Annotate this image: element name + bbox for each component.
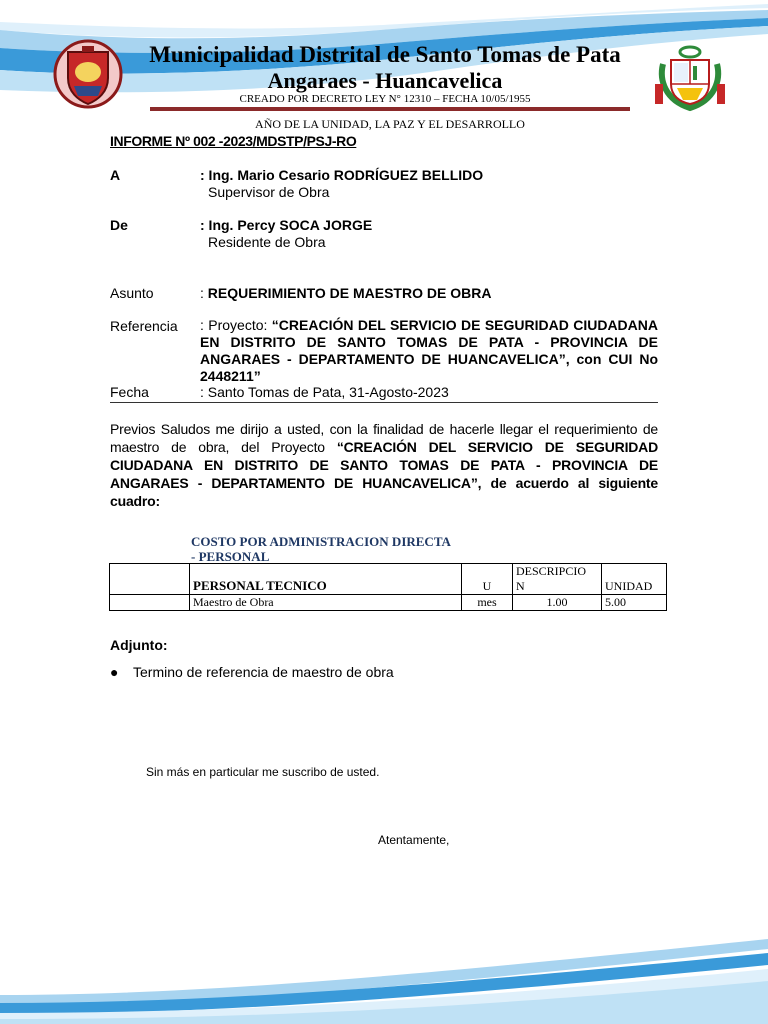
table-header-cell: [110, 564, 190, 595]
reference-text: [200, 317, 658, 385]
year-motto: AÑO DE LA UNIDAD, LA PAZ Y EL DESARROLLO: [255, 117, 525, 131]
table-header-row: [110, 564, 667, 595]
header-separator: [110, 402, 658, 403]
table-title-line2: - PERSONAL: [191, 549, 270, 564]
from-label: De: [110, 217, 128, 233]
table-header-cell: PERSONAL TECNICO: [190, 564, 462, 595]
decree-text: CREADO POR DECRETO LEY N° 12310 – FECHA 10/05/1955: [239, 93, 531, 105]
informe-number: INFORME Nº 002 -2023/MDSTP/PSJ-RO: [110, 133, 357, 149]
page-title-line2: Angaraes - Huancavelica: [267, 68, 503, 93]
table-cell: mes: [462, 595, 513, 611]
subject-line: [200, 285, 491, 301]
attachment-label: Adjunto:: [110, 637, 168, 653]
table-row: [110, 595, 667, 611]
closing-text: Sin más en particular me suscribo de usted.: [146, 765, 380, 779]
table-title-line1: COSTO POR ADMINISTRACION DIRECTA: [191, 534, 451, 549]
body-paragraph: [110, 420, 658, 510]
from-name: : Ing. Percy SOCA JORGE: [200, 217, 373, 233]
table-header-cell: U: [462, 564, 513, 595]
to-name: : Ing. Mario Cesario RODRÍGUEZ BELLIDO: [200, 167, 484, 183]
table-title: [191, 534, 481, 564]
subject-value: REQUERIMIENTO DE MAESTRO DE OBRA: [207, 285, 492, 301]
table-header-cell: DESCRIPCIO N: [513, 564, 602, 595]
from-role: Residente de Obra: [208, 234, 326, 250]
body-bold: “CREACIÓN DEL SERVICIO DE SEGURIDAD CIUDADANA EN DISTRITO DE SANTO TOMAS DE PATA - PROVINCIA DE ANGARAES - DEPARTAMENTO DE HUANCAVELICA”, de acuerdo al siguiente cuadro:: [110, 439, 658, 509]
subject-prefix: :: [200, 285, 208, 301]
to-role: Supervisor de Obra: [208, 184, 330, 200]
municipal-shield-icon: [52, 38, 124, 110]
date-label: Fecha: [110, 384, 149, 400]
cost-table: [109, 563, 667, 611]
table-cell: [110, 595, 190, 611]
table-cell: Maestro de Obra: [190, 595, 462, 611]
body-plain: Previos Saludos me dirijo a usted, con la finalidad de hacerle llegar el requerimiento de maestro de obra, del Proyecto: [110, 421, 658, 455]
footer-wave-decoration: [0, 925, 768, 1024]
reference-label: Referencia: [110, 318, 178, 334]
date-value: : Santo Tomas de Pata, 31-Agosto-2023: [200, 384, 449, 400]
reference-prefix: : Proyecto:: [200, 317, 272, 333]
page-title-line1: Municipalidad Distrital de Santo Tomas de Pata: [149, 42, 621, 67]
attachment-item: Termino de referencia de maestro de obra: [133, 664, 394, 680]
header-divider: [150, 107, 630, 111]
bullet-icon: ●: [110, 664, 119, 680]
signoff-text: Atentamente,: [378, 833, 450, 847]
table-header-cell: UNIDAD: [602, 564, 667, 595]
peru-coat-of-arms-icon: [655, 44, 725, 112]
to-label: A: [110, 167, 121, 183]
reference-value: “CREACIÓN DEL SERVICIO DE SEGURIDAD CIUDADANA EN DISTRITO DE SANTO TOMAS DE PATA - PROVINCIA DE ANGARAES - DEPARTAMENTO DE HUANCAVELICA”, con CUI No 2448211”: [200, 317, 658, 384]
table-cell: 5.00: [602, 595, 667, 611]
subject-label: Asunto: [110, 285, 154, 301]
table-cell: 1.00: [513, 595, 602, 611]
